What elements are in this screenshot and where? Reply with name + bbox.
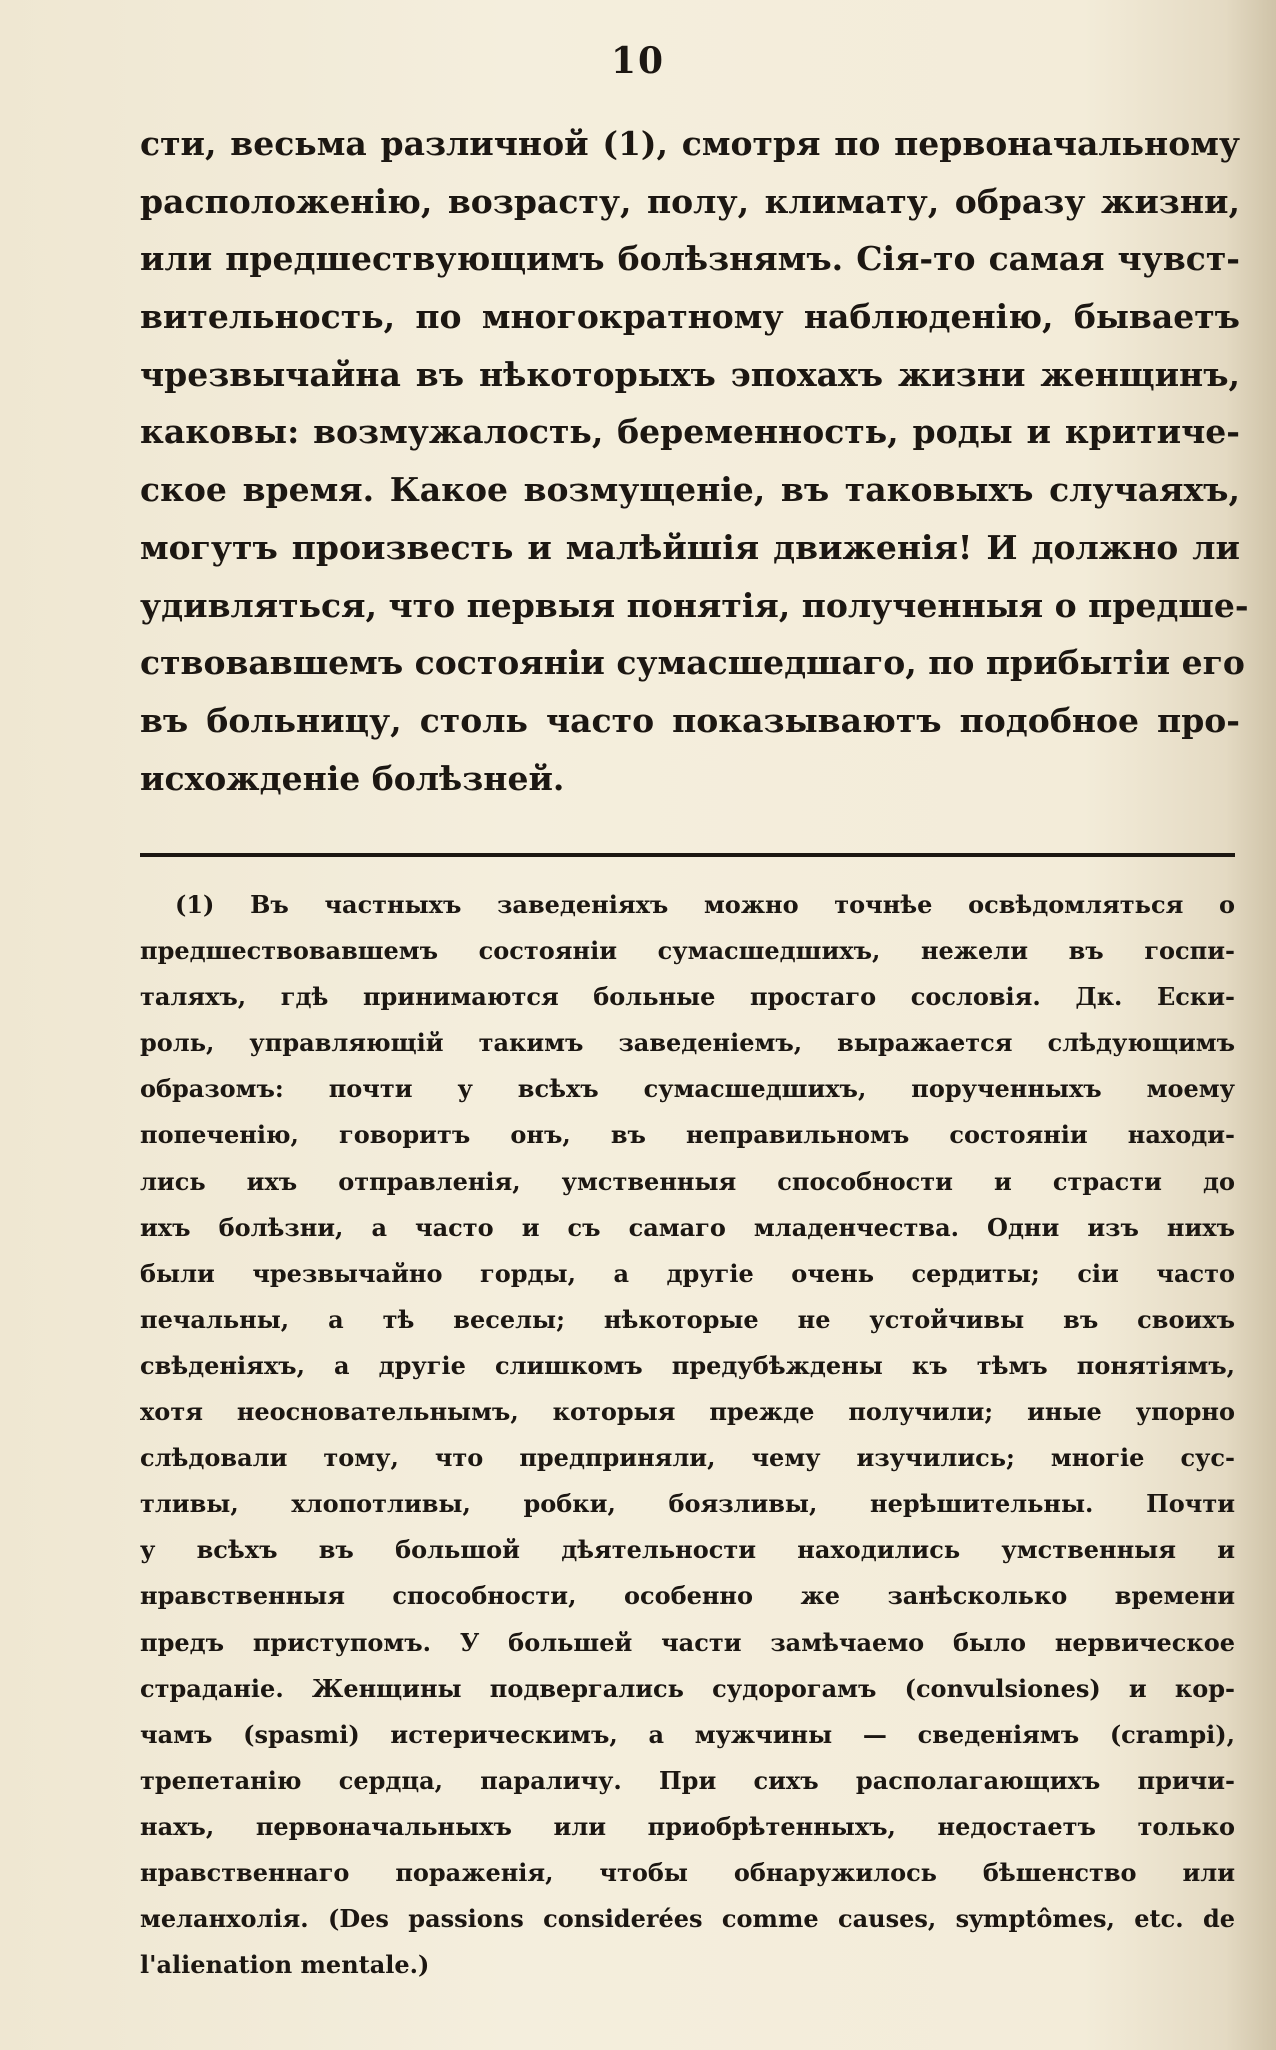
footnote-line: нравственныя способности, особенно же занѣсколько времени [140, 1581, 1235, 1611]
footnote [140, 882, 1235, 1988]
main-text-line: или предшествующимъ болѣзнямъ. Сія-то самая чувст- [140, 239, 1240, 279]
main-text-line: ствовавшемъ состояніи сумасшедшаго, по прибытіи его [140, 643, 1245, 683]
main-text-line: ское время. Какое возмущеніе, въ таковыхъ случаяхъ, [140, 470, 1240, 510]
footnote-line: печальны, а тѣ веселы; нѣкоторые не устойчивы въ своихъ [140, 1304, 1235, 1334]
main-text-line: чрезвычайна въ нѣкоторыхъ эпохахъ жизни женщинъ, [140, 354, 1240, 394]
footnote-line: образомъ: почти у всѣхъ сумасшедшихъ, порученныхъ моему [140, 1074, 1235, 1104]
main-text-line: удивляться, что первыя понятія, полученныя о предше- [140, 585, 1249, 625]
footnote-line: страданіе. Женщины подвергались судорогамъ (convulsiones) и кор- [140, 1673, 1235, 1703]
footnote-line: предшествовавшемъ состояніи сумасшедшихъ, нежели въ госпи- [140, 936, 1235, 966]
footnote-line: l'alienation mentale.) [140, 1950, 430, 1980]
footnote-line: роль, управляющій такимъ заведеніемъ, выражается слѣдующимъ [140, 1028, 1235, 1058]
footnote-separator-rule [140, 853, 1235, 857]
footnote-line: хотя неосновательнымъ, которыя прежде получили; иные упорно [140, 1397, 1235, 1427]
footnote-line: свѣденіяхъ, а другіе слишкомъ предубѣждены къ тѣмъ понятіямъ, [140, 1350, 1235, 1380]
footnote-line: (1) Въ частныхъ заведеніяхъ можно точнѣе освѣдомляться о [175, 890, 1235, 919]
footnote-line: предъ приступомъ. У большей части замѣчаемо было нервическое [140, 1627, 1235, 1657]
main-text-line: сти, весьма различной (1), смотря по первоначальному [140, 124, 1240, 163]
footnote-line: трепетанію сердца, параличу. При сихъ располагающихъ причи- [140, 1765, 1235, 1795]
main-text-line: могутъ произвесть и малѣйшія движенія! И должно ли [140, 527, 1240, 567]
main-text-line: расположенію, возрасту, полу, климату, образу жизни, [140, 181, 1240, 221]
footnote-line: у всѣхъ въ большой дѣятельности находились умственныя и [140, 1535, 1235, 1565]
main-text-line: вительность, по многократному наблюденію, бываетъ [140, 297, 1240, 337]
footnote-line: чамъ (spasmi) истерическимъ, а мужчины — сведеніямъ (crampi), [140, 1719, 1235, 1749]
main-text-line: исхожденіе болѣзней. [140, 758, 565, 798]
footnote-line: лись ихъ отправленія, умственныя способности и страсти до [140, 1166, 1235, 1196]
main-text-line: каковы: возмужалость, беременность, роды и критиче- [140, 412, 1240, 452]
footnote-line: тливы, хлопотливы, робки, боязливы, нерѣшительны. Почти [140, 1489, 1235, 1519]
footnote-line: меланхолія. (Des passions considerées comme causes, symptômes, etc. de [140, 1904, 1235, 1934]
main-text-line: въ больницу, столь часто показываютъ подобное про- [140, 700, 1240, 740]
main-text [140, 115, 1249, 807]
page-number: 10 [610, 40, 666, 82]
footnote-line: нахъ, первоначальныхъ или приобрѣтенныхъ, недостаетъ только [140, 1811, 1235, 1841]
footnote-line: были чрезвычайно горды, а другіе очень сердиты; сіи часто [140, 1258, 1235, 1288]
footnote-line: ихъ болѣзни, а часто и съ самаго младенчества. Одни изъ нихъ [140, 1212, 1235, 1242]
footnote-line: слѣдовали тому, что предприняли, чему изучились; многіе сус- [140, 1443, 1235, 1473]
footnote-line: нравственнаго пораженія, чтобы обнаружилось бѣшенство или [140, 1857, 1235, 1887]
footnote-line: попеченію, говоритъ онъ, въ неправильномъ состояніи находи- [140, 1120, 1235, 1150]
footnote-line: таляхъ, гдѣ принимаются больные простаго сословія. Дк. Ески- [140, 982, 1235, 1012]
